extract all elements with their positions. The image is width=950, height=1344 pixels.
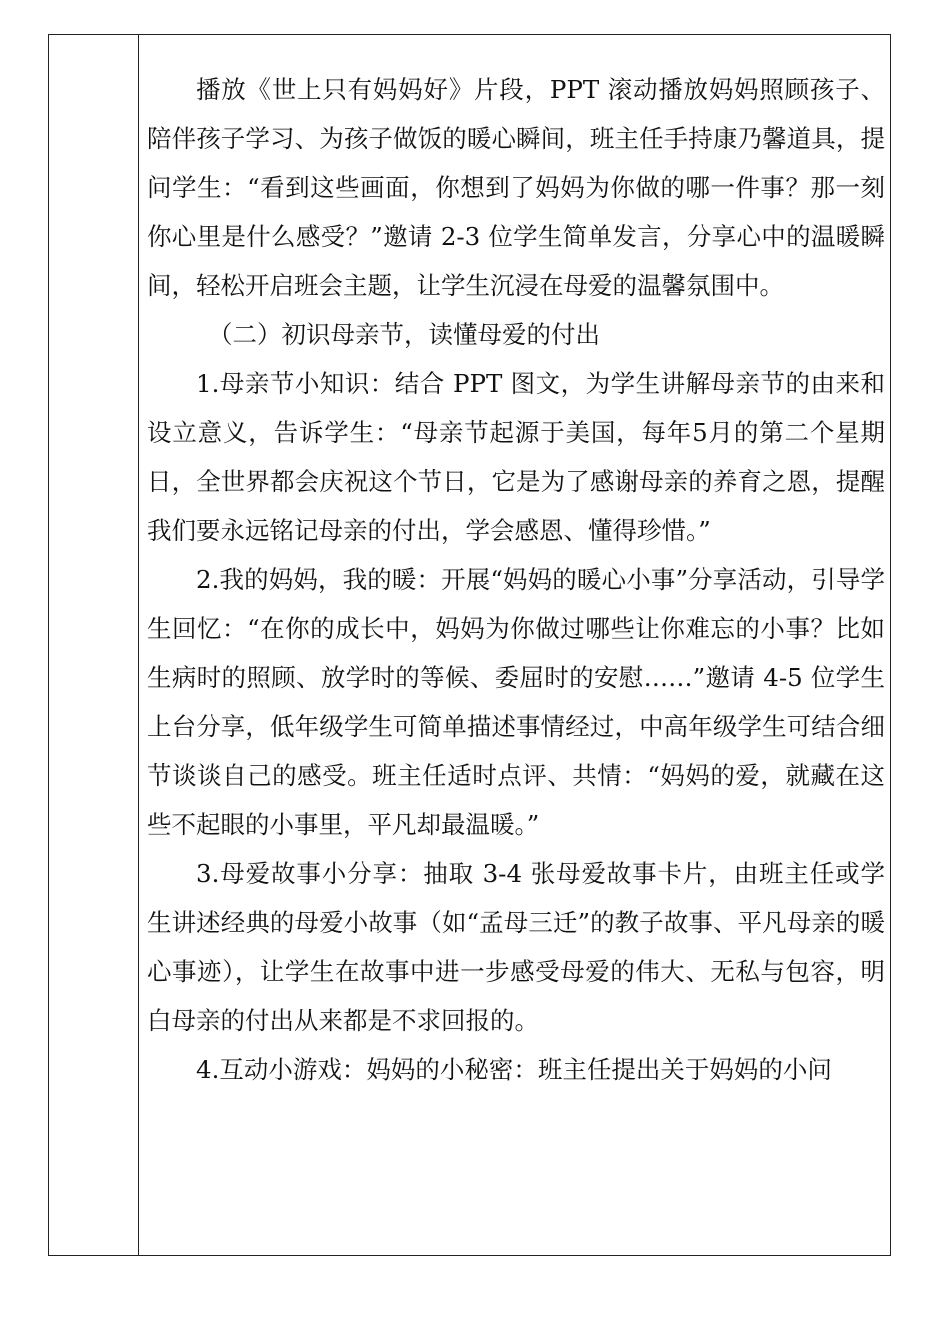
item-1-paragraph: 1.母亲节小知识：结合 PPT 图文，为学生讲解母亲节的由来和设立意义，告诉学生：“母亲节起源于美国，每年5月的第二个星期日，全世界都会庆祝这个节日，它是为了感谢母亲的养育之恩，提醒我们要永远铭记母亲的付出，学会感恩、懂得珍惜。” — [147, 369, 885, 545]
lesson-plan-table — [48, 34, 891, 1256]
item-3-paragraph: 3.母爱故事小分享：抽取 3-4 张母爱故事卡片，由班主任或学生讲述经典的母爱小故事（如“孟母三迁”的教子故事、平凡母亲的暖心事迹），让学生在故事中进一步感受母爱的伟大、无私与包容，明白母亲的付出从来都是不求回报的。 — [147, 859, 885, 1035]
intro-paragraph: 播放《世上只有妈妈好》片段，PPT 滚动播放妈妈照顾孩子、陪伴孩子学习、为孩子做饭的暖心瞬间，班主任手持康乃馨道具，提问学生：“看到这些画面，你想到了妈妈为你做的哪一件事？那一刻你心里是什么感受？”邀请 2-3 位学生简单发言，分享心中的温暖瞬间，轻松开启班会主题，让学生沉浸在母爱的温馨氛围中。 — [147, 75, 885, 300]
table-content-cell — [147, 65, 885, 1094]
table-column-divider — [138, 35, 139, 1255]
item-2-paragraph: 2.我的妈妈，我的暖：开展“妈妈的暖心小事”分享活动，引导学生回忆：“在你的成长中，妈妈为你做过哪些让你难忘的小事？比如生病时的照顾、放学时的等候、委屈时的安慰……”邀请 4-5 位学生上台分享，低年级学生可简单描述事情经过，中高年级学生可结合细节谈谈自己的感受。班主任适时点评、共情：“妈妈的爱，就藏在这些不起眼的小事里，平凡却最温暖。” — [147, 565, 885, 839]
item-4-paragraph: 4.互动小游戏：妈妈的小秘密：班主任提出关于妈妈的小问 — [196, 1055, 832, 1084]
section-heading: （二）初识母亲节，读懂母爱的付出 — [208, 320, 600, 349]
